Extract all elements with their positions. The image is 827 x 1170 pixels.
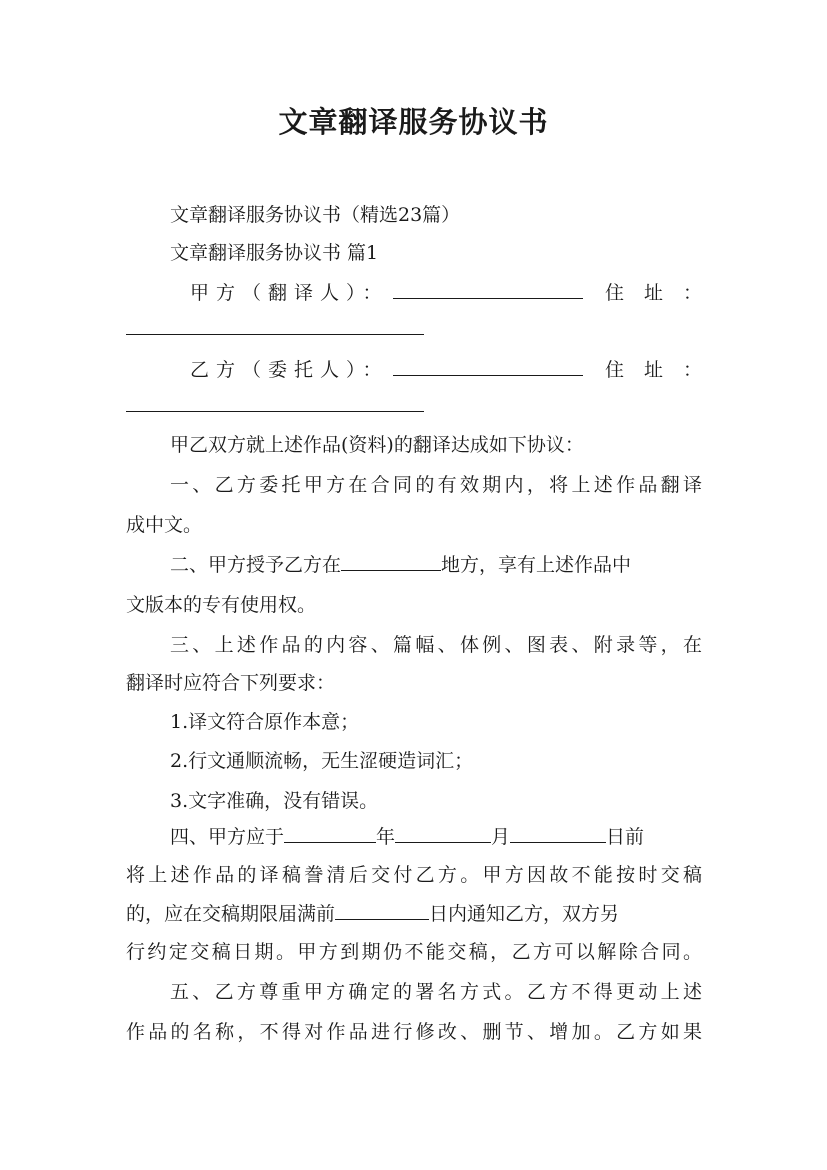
clause-5-line-1: 五、乙方尊重甲方确定的署名方式。乙方不得更动上述	[170, 981, 702, 1003]
party-a-row	[190, 278, 722, 305]
party-b-label: 乙方（委托人）：	[190, 359, 389, 381]
clause-3-line-2: 翻译时应符合下列要求：	[126, 672, 336, 694]
clause-4-text-3a: 的，应在交稿期限届满前	[126, 903, 336, 925]
requirement-1: 1.译文符合原作本意；	[170, 711, 360, 733]
clause-5-line-2: 作品的名称，不得对作品进行修改、删节、增加。乙方如果	[126, 1021, 702, 1043]
requirement-3: 3.文字准确，没有错误。	[170, 790, 379, 812]
party-b-row	[190, 355, 722, 382]
clause-4-day-label: 日前	[606, 826, 645, 848]
clause-4-year-label: 年	[376, 826, 396, 848]
clause-2-line-2: 文版本的专有使用权。	[126, 594, 317, 616]
clause-4-month-blank	[395, 824, 491, 843]
clause-1-line-1: 一、乙方委托甲方在合同的有效期内，将上述作品翻译	[170, 474, 702, 496]
clause-2-place-blank	[341, 552, 441, 571]
clause-4-year-blank	[284, 824, 376, 843]
clause-3-line-1: 三、上述作品的内容、篇幅、体例、图表、附录等，在	[170, 634, 702, 656]
clause-4-days-blank	[335, 901, 429, 920]
clause-4-month-label: 月	[491, 826, 511, 848]
party-b-address-blank	[126, 411, 424, 412]
clause-4-line-2: 将上述作品的译稿誊清后交付乙方。甲方因故不能按时交稿	[126, 864, 702, 886]
clause-4-line-1	[170, 822, 702, 849]
party-a-address-label: 住址：	[604, 282, 722, 304]
party-a-label: 甲方（翻译人）：	[190, 282, 389, 304]
party-a-address-blank	[126, 334, 424, 335]
clause-1-line-2: 成中文。	[126, 514, 203, 536]
clause-2-text-1: 二、甲方授予乙方在	[170, 554, 342, 576]
document-subtitle: 文章翻译服务协议书（精选23篇）	[170, 204, 461, 226]
clause-4-text-1: 四、甲方应于	[170, 826, 285, 848]
clause-2-line-1	[170, 550, 702, 577]
clause-4-line-3	[126, 899, 702, 926]
party-a-name-blank	[393, 280, 583, 299]
section-heading: 文章翻译服务协议书 篇1	[170, 242, 379, 264]
document-title: 文章翻译服务协议书	[278, 105, 549, 139]
party-b-name-blank	[393, 357, 583, 376]
party-b-address-label: 住址：	[604, 359, 722, 381]
clause-4-text-3b: 日内通知乙方，双方另	[429, 903, 620, 925]
requirement-2: 2.行文通顺流畅，无生涩硬造词汇；	[170, 750, 474, 772]
clause-4-day-blank	[510, 824, 606, 843]
clause-4-line-4: 行约定交稿日期。甲方到期仍不能交稿，乙方可以解除合同。	[126, 941, 702, 963]
intro-paragraph: 甲乙双方就上述作品(资料)的翻译达成如下协议：	[170, 434, 584, 456]
clause-2-text-2: 地方，享有上述作品中	[441, 554, 632, 576]
